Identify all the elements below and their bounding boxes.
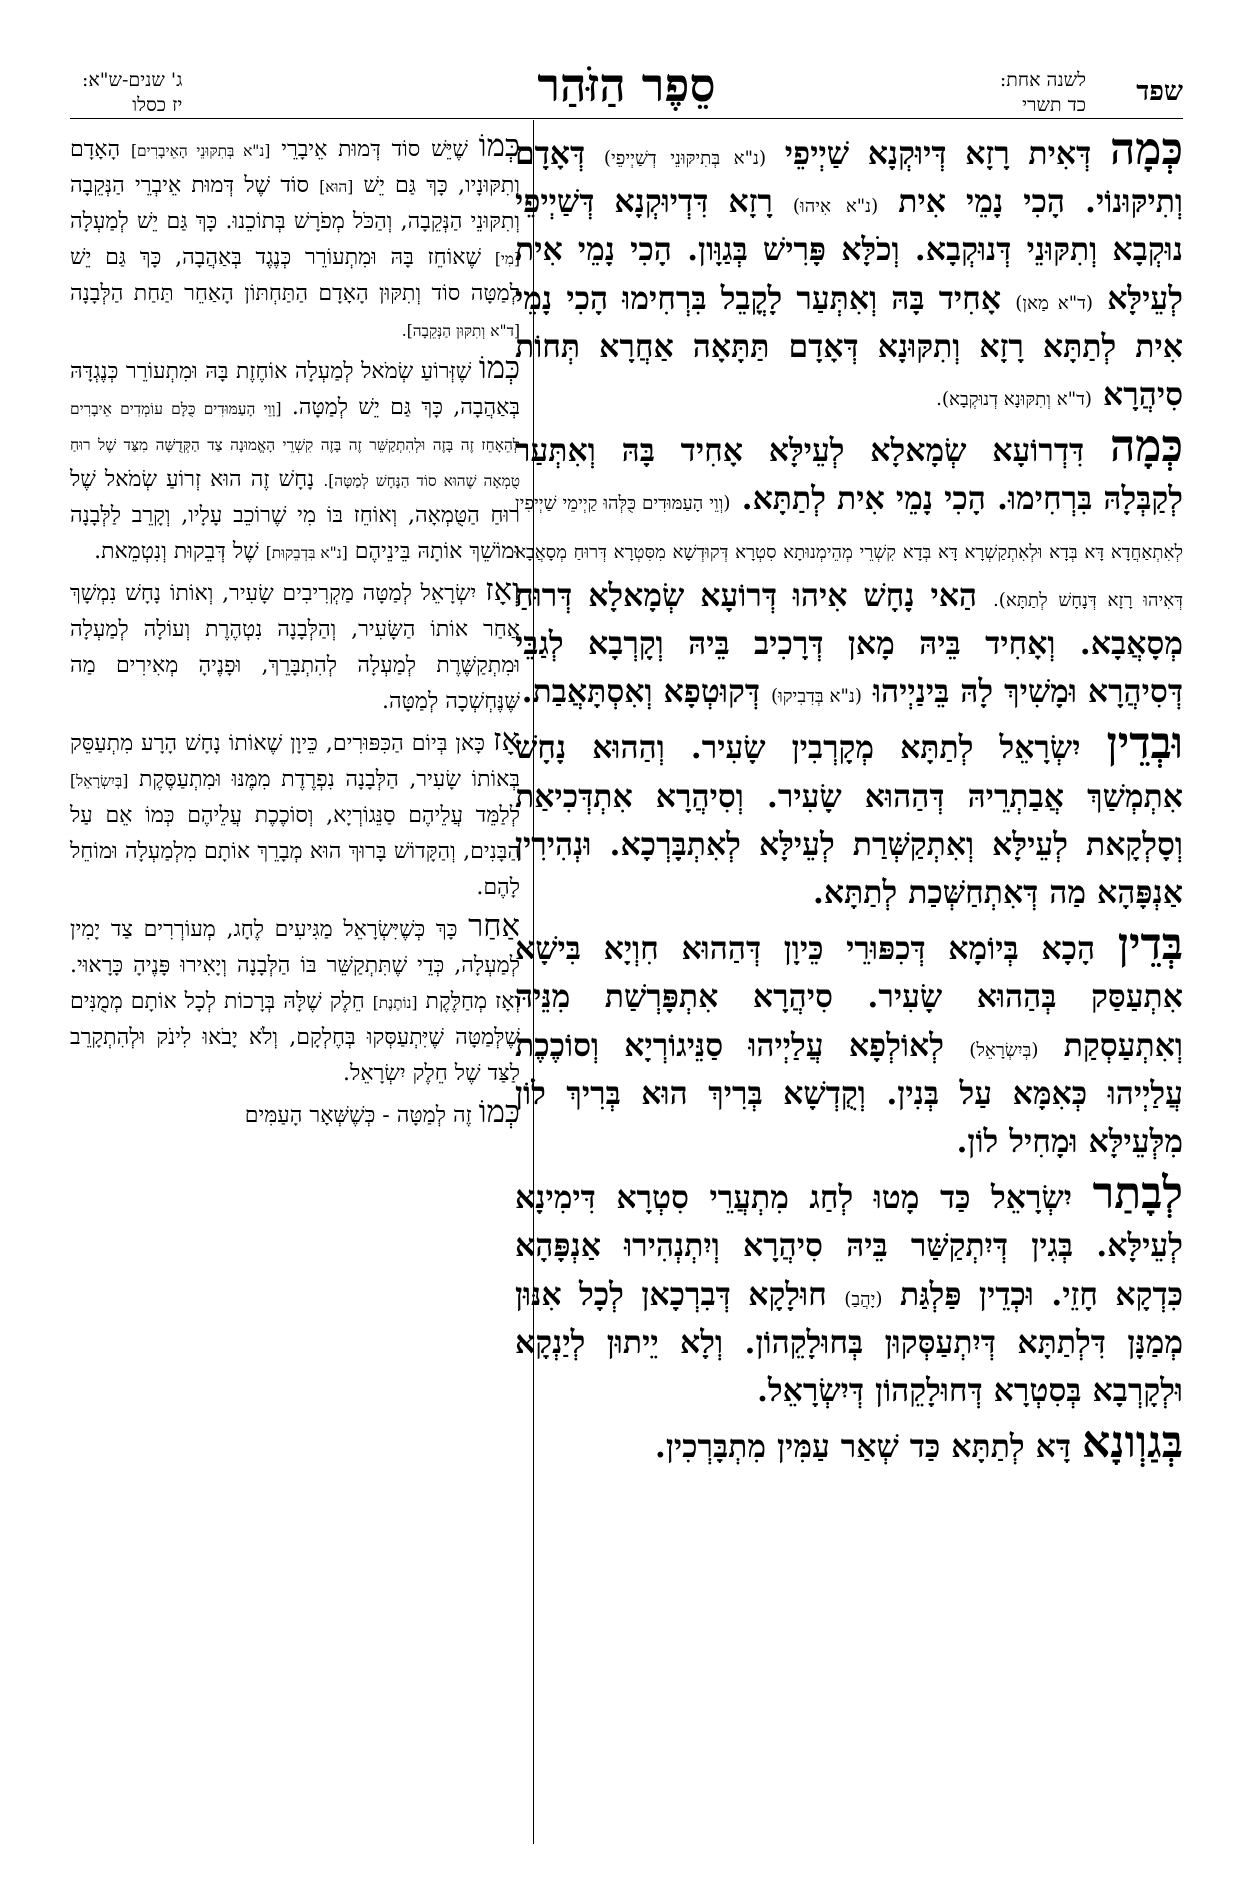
paragraph-text: כָּאן בְּיוֹם הַכִּפּוּרִים, כֵּיוָן שֶׁאוֹתוֹ נָחָשׁ הָרָע מִתְעַסֵּק בְּאוֹתוֹ שָׂעִיר, הַלְּבָנָה נִפְרֶדֶת מִמֶּנּוּ וּמִתְעַסֶּקֶת <box>70 731 520 792</box>
paragraph-text: חֵלֶק שֶׁלָּהּ בְּרָכוֹת לְכָל אוֹתָם מְמֻנִּים שֶׁלְּמַטָּה שֶׁיִּתְעַסְּקוּ בְּחֶלְקָם, וְלֹא יָבֹאוּ לִינֹק וּלְהִתְקָרֵב לַצַּד שֶׁל חֵלֶק יִשְׂרָאֵל. <box>70 989 520 1086</box>
variant-note: [וָוֵי הָעַמּוּדִים כֻּלָּם עוֹמְדִים אֵיבָרִים לְהֵאָחֵז זֶה בָּזֶה וּלְהִתְקַשֵּׁר זֶה בָּזֶה קִשְׁרֵי הָאֱמוּנָה צַד הַקְּדֻשָּׁה מִצַּד שֶׁל רוּחַ טֻמְאָה שֶׁהוּא סוֹד הַנָּחָשׁ לְמַטָּה]. <box>70 400 520 490</box>
paragraph-text: דְּאָדָם וְתִיקּוּנוֹי. הָכִי נָמֵי אִית <box>515 135 1183 221</box>
variant-note: [נ"א בְּתִקּוּנֵי הָאֵיבָרִים] <box>130 142 271 160</box>
paragraph-text: שֶׁל דְּבֵקוּת וְנִטְמֵאת. <box>94 539 259 564</box>
paragraph-text: זֶה לְמַטָּה - כְּשֶׁשְּׁאָר הָעַמִּים <box>244 1103 472 1128</box>
variant-note: (יָהֲבַ) <box>844 1288 883 1310</box>
opening-word: בְּגַוְונָא <box>1081 1417 1183 1469</box>
variant-note: [הוּא] <box>319 178 354 196</box>
paragraph-text: דִּדְרוֹעָא שְׂמָאלָא לְעֵילָּא אָחִיד בָּהּ וְאִתְּעַר לְקַבְּלָהּ בִּרְחִימוּ. הָכִי נָמֵי אִית לְתַתָּא. <box>515 432 1183 518</box>
book-title: סֵפֶר הַזֹּהַר <box>537 58 716 112</box>
aramaic-paragraph <box>515 423 1183 716</box>
opening-word: כְּמָה <box>1109 421 1183 473</box>
hebrew-paragraph <box>70 572 520 720</box>
paragraph-text: הַאי נָחָשׁ אִיהוּ דְּרוֹעָא שְׂמָאלָא דְּרוּחַ מְסָאֲבָא. וְאָחִיד בֵּיהּ מָאן דְּרָכִיב בֵּיהּ וְקָרְבָא לְגַבֵּי דְּסִיהֲרָא וּמָשִׁיךְ לָהּ בֵּינַיְיהוּ <box>515 576 1183 711</box>
hebrew-paragraph <box>70 350 520 570</box>
paragraph-text: יִשְׂרָאֵל כַּד מָטוּ לְחַג מִתְעֲרֵי סִטְרָא דִּימִינָא לְעֵילָּא. בְּגִין דְּיִתְקַשַּׁר בֵּיהּ סִיהֲרָא וְיִתְנְהִירוּ אַנְפָּהָא כִּדְקָא חָזֵי. וּכְדֵין פַּלְגַּת <box>515 1179 1183 1313</box>
aramaic-column <box>515 126 1183 1471</box>
variant-note: [בְּיִשְׂרָאֵל] <box>70 772 129 790</box>
three-year-schedule <box>82 68 182 118</box>
variant-note: (ד"א וְתִקּוּנָא דְנוּקְבָא). <box>936 389 1093 411</box>
paragraph-text: יִשְׂרָאֵל לְתַתָּא מְקָרְבִין שָׂעִיר. וְהַהוּא נָחָשׁ אִתְמְשַׁךְ אֲבַתְרֵיהּ דְּהַהוּא שָׂעִיר. וְסִיהֲרָא אִתְדְּכִיאַת וְסָלְקָאת לְעֵילָּא וְאִתְקַשְּׁרַת לְעֵילָּא לְאִתְבָּרְכָא. וּנְהִירִין אַנְפָּהָא מַה דְּאִתְחַשְּׁכַת לְתַתָּא. <box>515 729 1183 912</box>
variant-note: (וְוֵי הָעַמּוּדִים כֻּלְּהוּ קַיְימֵי שַׁיְיפִין לְאִתְאַחֲדָא דָּא בְּדָא וּלְאִתְקַשְׁרָא דָּא בְּדָא קִשְׁרֵי מְהֵימְנוּתָא סִטְרָא דְּקוּדְשָׁא מִסִּטְרָא דְּרוּחַ מְסָאֲבָא דְּאִיהוּ רָזָא דְּנָחָשׁ לְתַתָּא). <box>515 493 1184 611</box>
page-number: שפד <box>1136 76 1183 107</box>
paragraph-text: דָּא לְתַתָּא כַּד שְׁאַר עַמִּין מִתְבָּרְכִין. <box>654 1428 1071 1466</box>
opening-word: כְּמוֹ <box>478 128 520 164</box>
paragraph-text: חוּלָקָא דְּבִרְכָאן לְכָל אִנּוּן מְמַנָּן דִּלְתַתָּא דְּיִתְעַסְּקוּן בְּחוּלָקֵהוֹן. וְלָא יֵיתוּן לְיַנְקָא וּלְקָרְבָא בְּסִטְרָא דְּחוּלָקֵהוֹן דְּיִשְׂרָאֵל. <box>515 1275 1183 1410</box>
paragraph-text: אָחִיד בָּהּ וְאִתְּעַר לָקֳבֵל בִּרְחִימוּ הָכִי נָמֵי אִית לְתַתָּא רָזָא וְתִקּוּנָא דְּאָדָם תַּתָּאָה אַחֲרָא תְּחוֹת סִיהֲרָא <box>515 279 1183 414</box>
three-year-schedule-date: יז כסלו <box>132 94 183 116</box>
page-header <box>62 58 1191 118</box>
aramaic-paragraph <box>515 720 1183 917</box>
header-rule <box>70 118 1183 119</box>
paragraph-text: לְלַמֵּד עֲלֵיהֶם סַנֵּגוֹרְיָא, וְסוֹכֶכֶת עֲלֵיהֶם כְּמוֹ אֵם עַל הַבָּנִים, וְהַקָּדוֹשׁ בָּרוּךְ הוּא מְבָרֵךְ אוֹתָם מִלְמַעְלָה וּמוֹחֵל לָהֶם. <box>70 803 520 900</box>
hebrew-paragraph <box>70 1094 520 1134</box>
paragraph-text: דְּקוּטְפָא וְאִסְתָּאֲבַת. <box>521 673 760 711</box>
paragraph-text: יִשְׂרָאֵל לְמַטָּה מַקְרִיבִים שָׂעִיר, וְאוֹתוֹ נָחָשׁ נִמְשָׁךְ אַחַר אוֹתוֹ הַשָּׂעִיר, וְהַלְּבָנָה נִטְהֶרֶת וְעוֹלָה לְמַעְלָה וּמִתְקַשֶּׁרֶת לְמַעְלָה לְהִתְבָּרֵךְ, וּפָנֶיהָ מְאִירִים מַה שֶּׁנֶּחְשְׁכָה לְמַטָּה. <box>70 581 520 714</box>
variant-note: (נ"א בְּדִבִיקוּ) <box>770 686 862 708</box>
variant-note: (נ"א אִיהוּ) <box>792 196 879 218</box>
variant-note: (ד"א מַאן) <box>1015 292 1094 314</box>
variant-note: [ד"א וְתִקּוּן הַנְּקֵבָה]. <box>401 322 520 340</box>
opening-word: כְּמוֹ <box>478 1094 520 1130</box>
three-year-schedule-label: ג' שנים-ש"א: <box>82 69 183 91</box>
opening-word: אַחַר <box>468 908 520 944</box>
paragraph-text: שֶׁיֵּשׁ סוֹד דְּמוּת אֵיבָרֵי <box>281 137 468 162</box>
paragraph-text: כָּךְ כְּשֶׁיִּשְׂרָאֵל מַגִּיעִים לֶחָג, מְעוֹרְרִים צַד יָמִין לְמַעְלָה, כְּדֵי שֶׁתִּתְקַשֵּׁר בּוֹ הַלְּבָנָה וְיָאִירוּ פָּנֶיהָ כָּרָאוּי. וְאָז מְחַלֶּקֶת <box>70 917 521 1014</box>
paragraph-text: נָחָשׁ זֶה הוּא זְרוֹעַ שְׂמֹאל שֶׁל רוּחַ הַטֻּמְאָה, וְאוֹחֵז בּוֹ מִי שֶׁרוֹכֵב עָלָיו, וְקָרֵב לַלְּבָנָה וּמוֹשֵׁךְ אוֹתָהּ בֵּינֵיהֶם <box>70 467 520 564</box>
opening-word: וּבְדֵין <box>1106 718 1184 770</box>
variant-note: [נ"א בִּדְבֵקוּת] <box>265 544 348 562</box>
opening-word: בְּדֵין <box>1117 919 1184 971</box>
hebrew-paragraph <box>70 908 520 1092</box>
paragraph-text: דְּאִית רָזָא דְּיוּקְנָא שַׁיְיפֵי <box>784 135 1092 172</box>
aramaic-paragraph <box>515 126 1183 419</box>
aramaic-paragraph <box>515 1419 1183 1471</box>
opening-word: כְּמוֹ <box>478 350 521 386</box>
paragraph-text: סוֹד שֶׁל דְּמוּת אֵיבְרֵי הַנְּקֵבָה וְתִקּוּנֵי הַנְּקֵבָה, וְהַכֹּל מְפֹרָשׁ בְּתוֹכֵנוּ. כָּךְ גַּם יֵשׁ לְמַעְלָה <box>70 173 520 234</box>
hebrew-column <box>70 128 520 1134</box>
variant-note: (נ"א בְּתִיקּוּנֵי דְשַׁיְיפֵי) <box>603 148 767 169</box>
daily-schedule-label: לשנה אחת: <box>999 69 1086 91</box>
paragraph-text: הָכָא בְּיוֹמָא דְּכִפּוּרֵי כֵּיוָן דְּהַהוּא חִוְיָא בִּישָׁא אִתְעַסַּק בְּהַהוּא שָׂעִיר. סִיהֲרָא אִתְפָּרְשַׁת מִנֵּיהּ וְאִתְעַסְקַת <box>515 930 1183 1064</box>
aramaic-paragraph <box>515 921 1183 1166</box>
opening-word: לְבָתַר <box>1092 1168 1183 1220</box>
opening-word: כְּמָה <box>1109 124 1183 175</box>
daily-schedule-date: כד תשרי <box>1022 94 1086 116</box>
paragraph-text: שֶׁזְּרוֹעַ שְׂמֹאל לְמַעְלָה אוֹחֶזֶת בָּהּ וּמִתְעוֹרֵר כְּנֶגְדָּהּ בְּאַהֲבָה, כָּךְ גַּם יֵשׁ לְמַטָּה. <box>70 359 520 420</box>
paragraph-text: שֶׁאוֹחֵז בָּהּ וּמִתְעוֹרֵר כְּנֶגֶד בְּאַהֲבָה, כָּךְ גַּם יֵשׁ לְמַטָּה סוֹד וְתִקּוּן הָאָדָם הַתַּחְתּוֹן הָאַחֵר תַּחַת הַלְּבָנָה <box>70 245 520 306</box>
aramaic-paragraph <box>515 1170 1183 1415</box>
paragraph-text: רָזָא דִּדְיוּקְנָא דְּשַׁיְיפֵי נוּקְבָא וְתִקּוּנֵי דְּנוּקְבָא. וְכֹלָּא פָּרִישׁ בְּגַוָּון. הָכִי נָמֵי אִית לְעֵילָּא <box>515 183 1183 317</box>
hebrew-paragraph <box>70 128 520 348</box>
opening-word: אָז <box>492 722 520 758</box>
opening-word: וְאָז <box>485 572 520 608</box>
hebrew-paragraph <box>70 722 520 906</box>
paragraph-text: הָאָדָם וְתִקּוּנָיו, כָּךְ גַּם יֵשׁ <box>70 137 520 198</box>
paragraph-text: לְאוֹלְפָא עֲלַיְיהוּ סַנֵּיגוֹרְיָא וְסוֹכֶכֶת עֲלַיְיהוּ כְּאִמָּא עַל בְּנִין. וְקֻדְשָׁא בְּרִיךְ הוּא בְּרִיךְ לוֹן מִלְּעֵילָּא וּמָחִיל לוֹן. <box>515 1026 1183 1161</box>
variant-note: (בְּיִשְׂרָאֵל) <box>969 1039 1039 1061</box>
variant-note: [מִי] <box>494 250 520 268</box>
variant-note: [נוֹתֶנֶת] <box>372 994 418 1012</box>
